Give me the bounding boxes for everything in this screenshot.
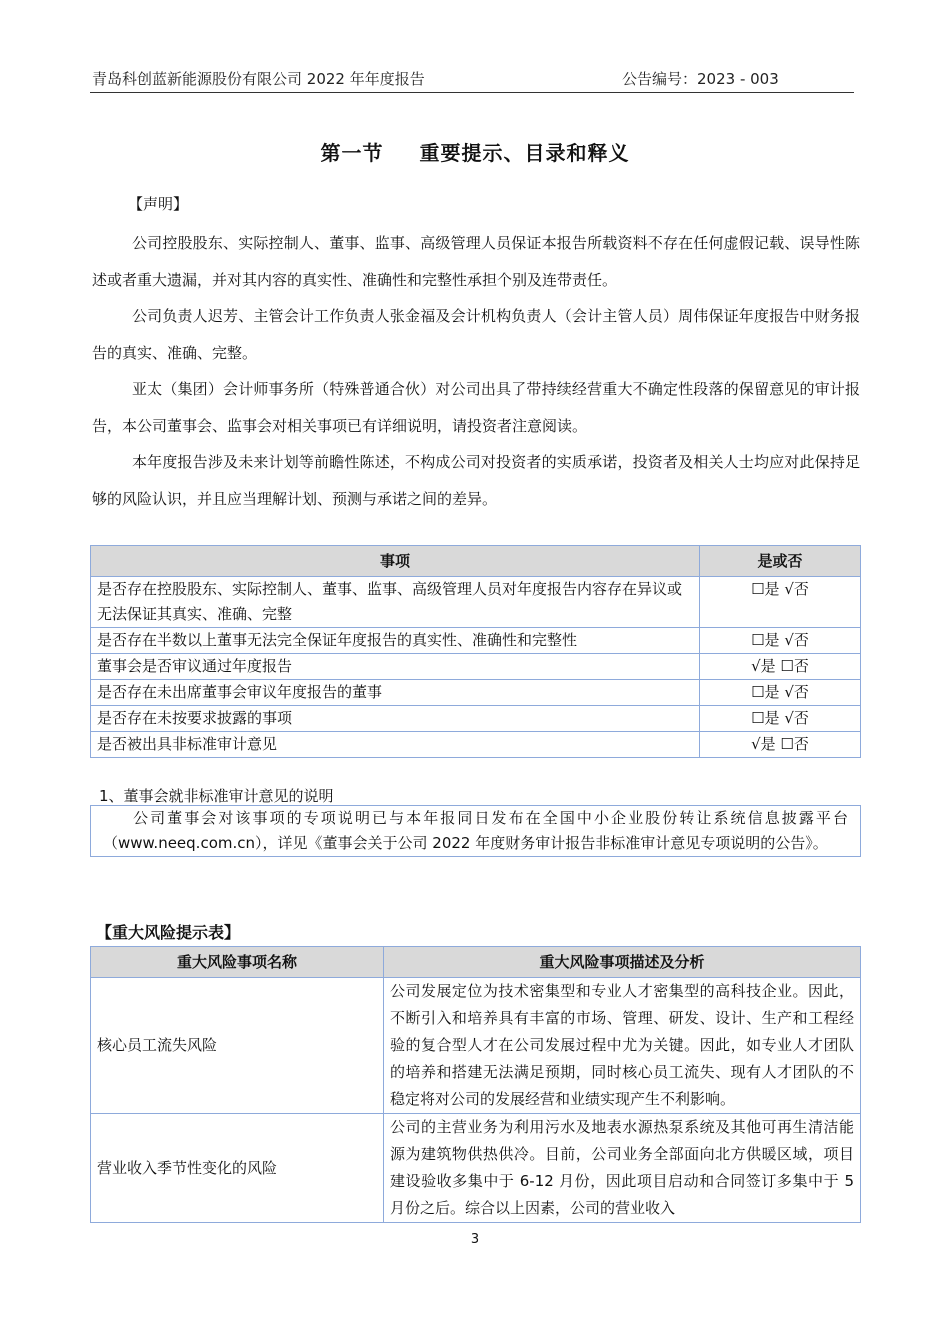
table-row <box>91 628 861 654</box>
statement-label: 【声明】 <box>128 195 189 213</box>
matters-table <box>90 545 861 758</box>
table-row <box>91 978 861 1114</box>
answer-cell: √是 ☐否 <box>700 732 861 758</box>
statement-paragraph: 公司负责人迟芳、主管会计工作负责人张金福及会计机构负责人（会计主管人员）周伟保证年度报告中财务报告的真实、准确、完整。 <box>92 307 860 362</box>
section-number: 第一节 <box>320 141 384 165</box>
risk-name-cell: 营业收入季节性变化的风险 <box>91 1114 384 1223</box>
section-title <box>0 137 950 166</box>
answer-cell: ☐是 √否 <box>700 680 861 706</box>
risk-desc-cell: 公司发展定位为技术密集型和专业人才密集型的高科技企业。因此，不断引入和培养具有丰富的市场、管理、研发、设计、生产和工程经验的复合型人才在公司发展过程中尤为关键。因此，如专业人才团队的培养和搭建无法满足预期，同时核心员工流失、现有人才团队的不稳定将对公司的发展经营和业绩实现产生不利影响。 <box>384 978 861 1114</box>
page-number: 3 <box>470 1232 480 1247</box>
table-row <box>91 1114 861 1223</box>
table-row <box>91 680 861 706</box>
page-header <box>90 64 854 93</box>
matter-cell: 是否存在半数以上董事无法完全保证年度报告的真实性、准确性和完整性 <box>91 628 700 654</box>
matter-cell: 是否存在未按要求披露的事项 <box>91 706 700 732</box>
answer-cell: √是 ☐否 <box>700 654 861 680</box>
report-title: 青岛科创蓝新能源股份有限公司 2022 年年度报告 <box>92 70 425 88</box>
column-header-matter: 事项 <box>91 546 700 577</box>
table-row <box>91 654 861 680</box>
table-row <box>91 577 861 628</box>
column-header-risk-name: 重大风险事项名称 <box>91 947 384 978</box>
column-header-yes-no: 是或否 <box>700 546 861 577</box>
statement-paragraph: 亚太（集团）会计师事务所（特殊普通合伙）对公司出具了带持续经营重大不确定性段落的保留意见的审计报告，本公司董事会、监事会对相关事项已有详细说明，请投资者注意阅读。 <box>92 380 860 435</box>
matter-cell: 董事会是否审议通过年度报告 <box>91 654 700 680</box>
matter-cell: 是否被出具非标准审计意见 <box>91 732 700 758</box>
risk-table-title: 【重大风险提示表】 <box>96 923 241 942</box>
column-header-risk-desc: 重大风险事项描述及分析 <box>384 947 861 978</box>
table-header-row <box>91 947 861 978</box>
risk-name-cell: 核心员工流失风险 <box>91 978 384 1114</box>
matter-cell: 是否存在控股股东、实际控制人、董事、监事、高级管理人员对年度报告内容存在异议或无法保证其真实、准确、完整 <box>91 577 700 628</box>
matter-cell: 是否存在未出席董事会审议年度报告的董事 <box>91 680 700 706</box>
board-note-box: 公司董事会对该事项的专项说明已与本年报同日发布在全国中小企业股份转让系统信息披露平台（www.neeq.com.cn），详见《董事会关于公司 2022 年度财务审计报告非标准审计意见专项说明的公告》。 <box>90 805 861 857</box>
announcement-number: 公告编号：2023 - 003 <box>622 70 779 88</box>
statement-paragraph: 公司控股股东、实际控制人、董事、监事、高级管理人员保证本报告所载资料不存在任何虚假记载、误导性陈述或者重大遗漏，并对其内容的真实性、准确性和完整性承担个别及连带责任。 <box>92 234 860 289</box>
board-note-heading: 1、董事会就非标准审计意见的说明 <box>99 787 334 805</box>
table-row <box>91 706 861 732</box>
statement-paragraph: 本年度报告涉及未来计划等前瞻性陈述，不构成公司对投资者的实质承诺，投资者及相关人士均应对此保持足够的风险认识，并且应当理解计划、预测与承诺之间的差异。 <box>92 453 860 508</box>
answer-cell: ☐是 √否 <box>700 706 861 732</box>
section-heading: 重要提示、目录和释义 <box>419 141 630 165</box>
table-row <box>91 732 861 758</box>
risk-table <box>90 946 861 1223</box>
table-header-row <box>91 546 861 577</box>
answer-cell: ☐是 √否 <box>700 628 861 654</box>
risk-desc-cell: 公司的主营业务为利用污水及地表水源热泵系统及其他可再生清洁能源为建筑物供热供冷。目前，公司业务全部面向北方供暖区域，项目建设验收多集中于 6-12 月份，因此项目启动和合同签订多集中于 5 月份之后。综合以上因素，公司的营业收入 <box>384 1114 861 1223</box>
answer-cell: ☐是 √否 <box>700 577 861 628</box>
